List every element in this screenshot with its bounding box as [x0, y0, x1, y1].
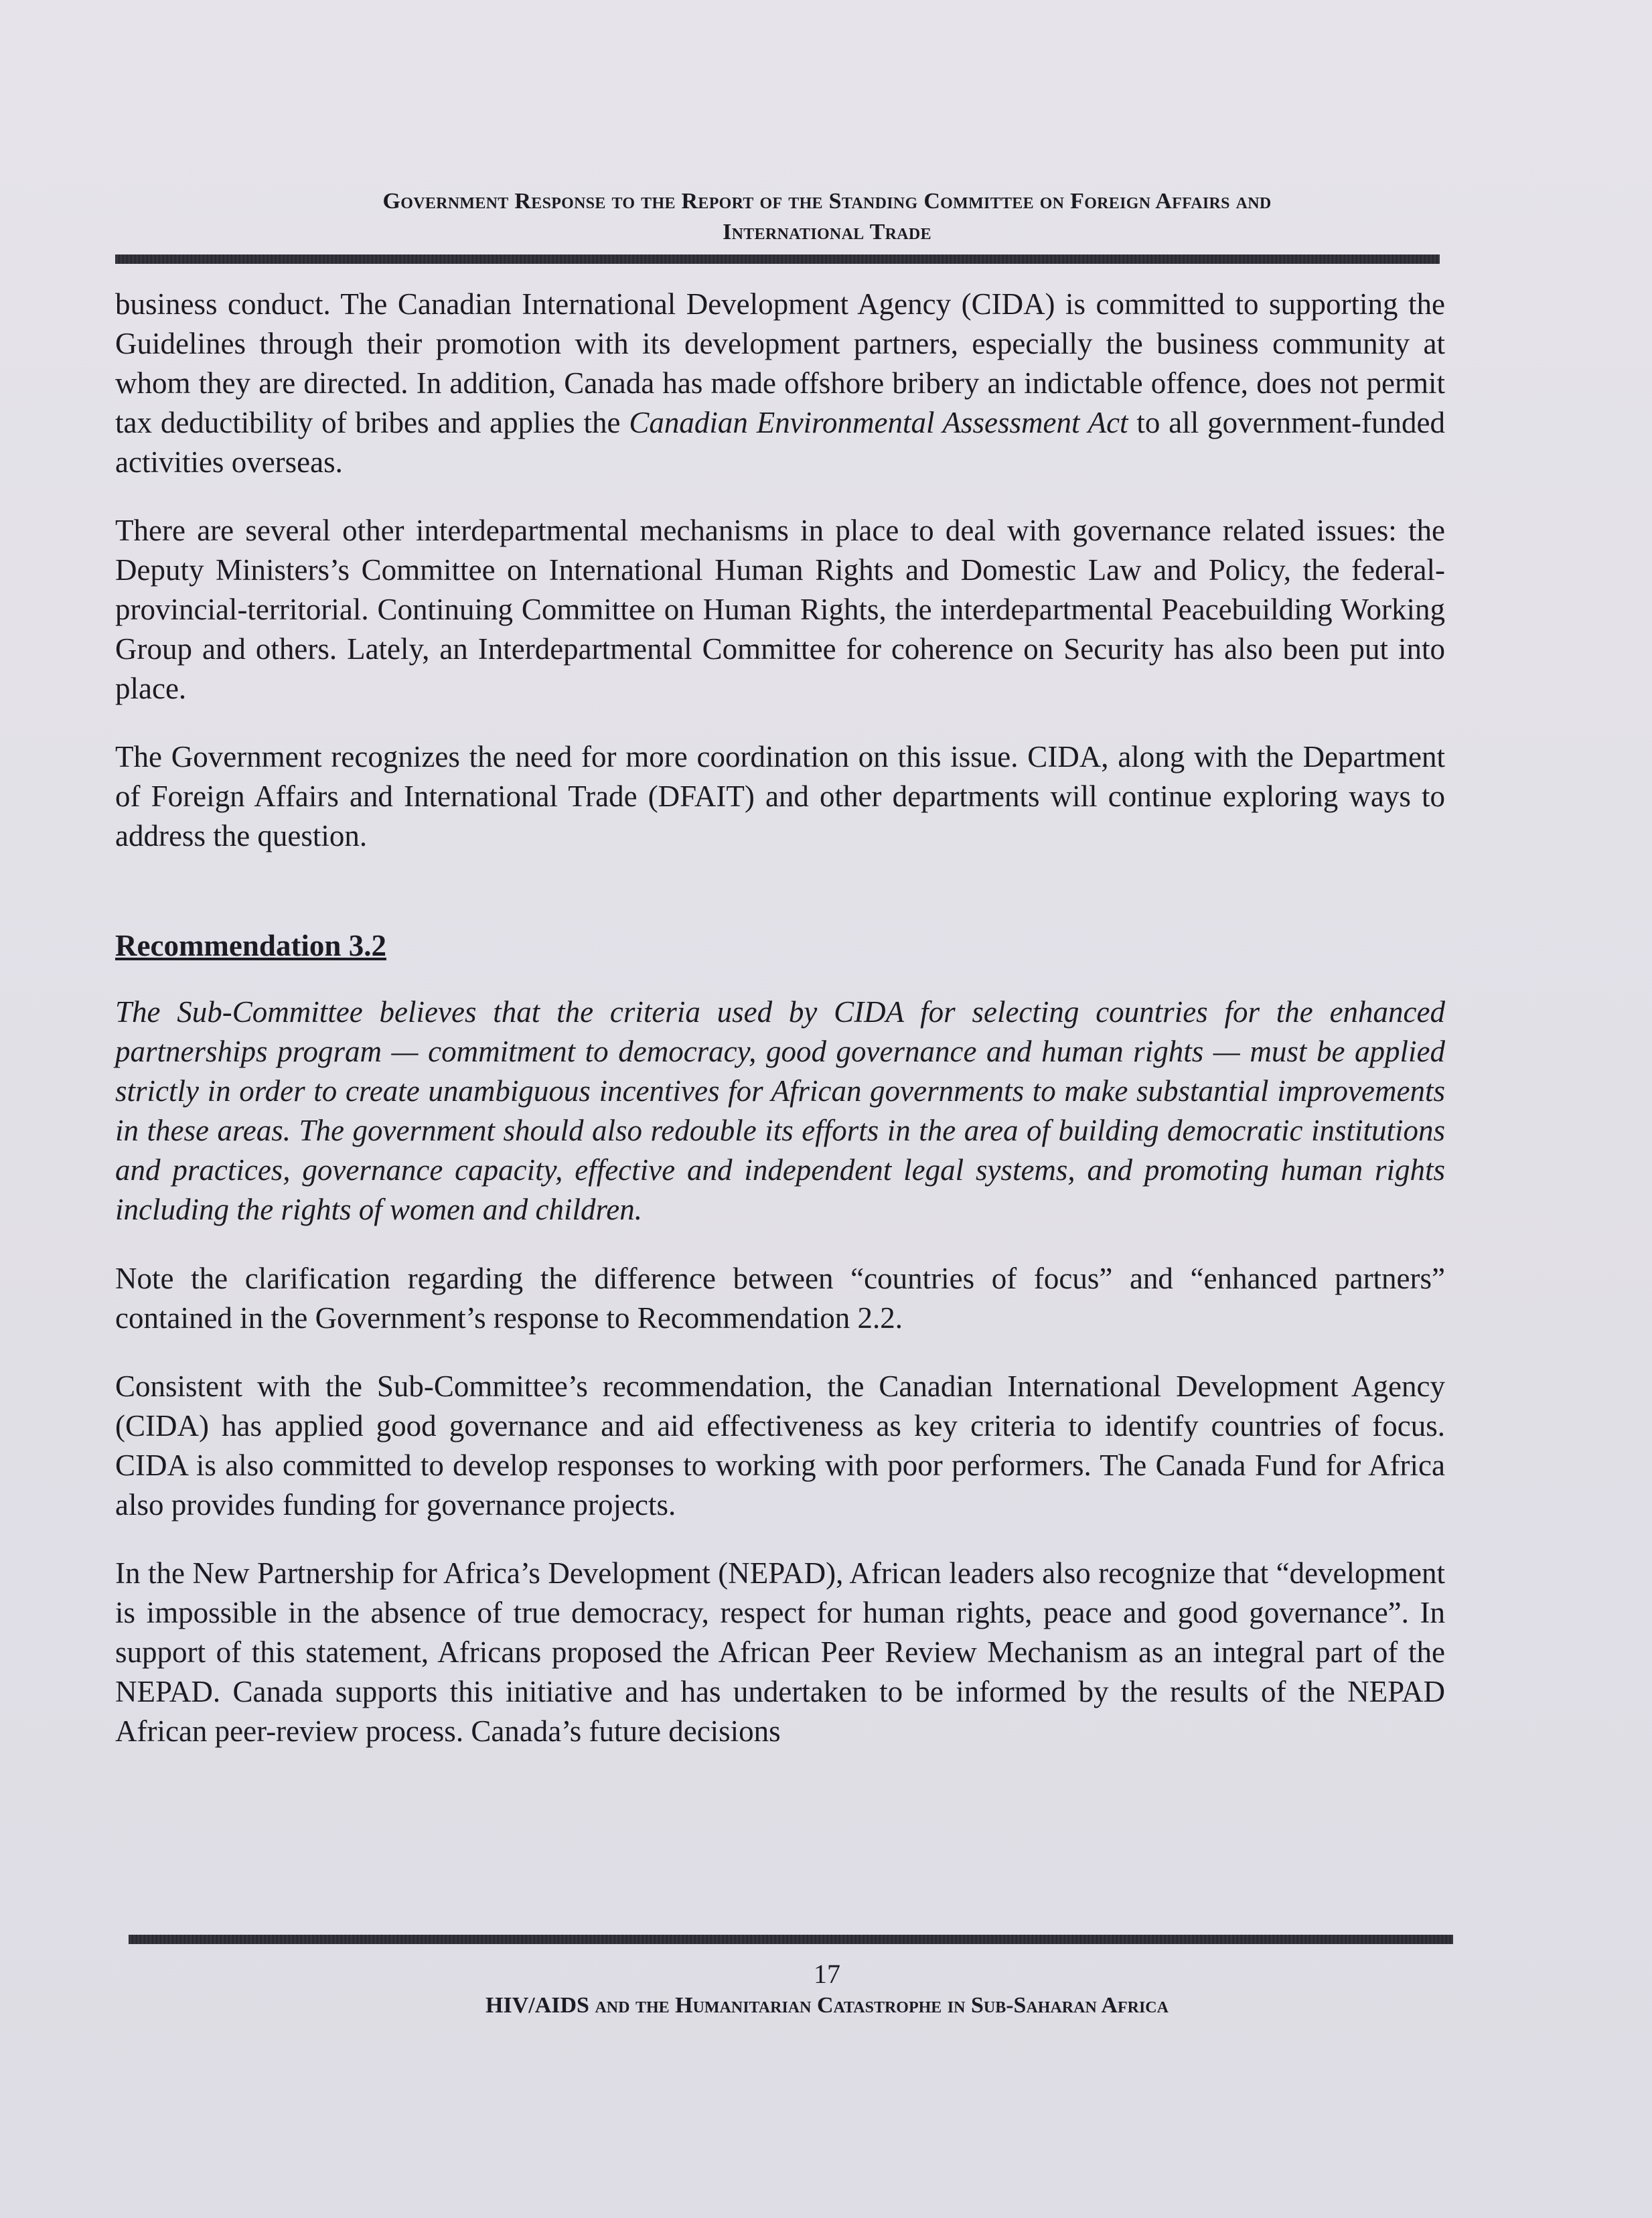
recommendation-text: The Sub-Committee believes that the criteria used by CIDA for selecting countries for the enhanced partnerships program — commitment to democracy, good governance and human rights — must be applied strictly in order to create unambiguous incentives for African governments to make substantial improvements in these areas. The government should also redouble its efforts in the area of building democratic institutions and practices, governance capacity, effective and independent legal systems, and promoting human rights including the rights of women and children. [115, 995, 1445, 1226]
header-rule [115, 254, 1440, 264]
act-title: Canadian Environmental Assessment Act [629, 406, 1128, 439]
recommendation-heading: Recommendation 3.2 [115, 929, 386, 962]
paragraph-mechanisms: There are several other interdepartmental mechanisms in place to deal with governance related issues: the Deputy Ministers’s Committee on International Human Rights and Domestic Law and Policy, the federal-provincial-territorial. Continuing Committee on Human Rights, the interdepartmental Peacebuilding Working Group and others. Lately, an Interdepartmental Committee for coherence on Security has also been put into place. [115, 514, 1445, 705]
header-line-1: Government Response to the Report of the Standing Committee on Foreign Affairs and [382, 189, 1272, 214]
paragraph-consistent: Consistent with the Sub-Committee’s recommendation, the Canadian International Development Agency (CIDA) has applied good governance and aid effectiveness as key criteria to identify countries of focus. CIDA is also committed to develop responses to working with poor performers. The Canada Fund for Africa also provides funding for governance projects. [115, 1370, 1445, 1522]
header-line-2: International Trade [723, 220, 931, 244]
paragraph-text: to all government-funded activities overseas. [115, 406, 1445, 479]
paragraph-coordination: The Government recognizes the need for more coordination on this issue. CIDA, along with the Department of Foreign Affairs and International Trade (DFAIT) and other departments will continue exploring ways to address the question. [115, 740, 1445, 853]
page-number: 17 [814, 1959, 840, 1989]
body-text [115, 285, 1445, 1780]
running-header [114, 186, 1540, 248]
running-footer: HIV/AIDS and the Humanitarian Catastrophe in Sub-Saharan Africa [485, 1993, 1169, 2018]
paragraph-clarification: Note the clarification regarding the difference between “countries of focus” and “enhanced partners” contained in the Government’s response to Recommendation 2.2. [115, 1262, 1445, 1335]
paragraph-business-conduct [115, 285, 1445, 482]
paragraph-text: business conduct. The Canadian International Development Agency (CIDA) is committed to supporting the Guidelines through their promotion with its development partners, especially the business community at whom they are directed. In addition, Canada has made offshore bribery an indictable offence, does not permit tax deductibility of bribes and applies the [115, 287, 1445, 439]
footer-rule [129, 1935, 1453, 1944]
paragraph-nepad: In the New Partnership for Africa’s Development (NEPAD), African leaders also recognize that “development is impossible in the absence of true democracy, respect for human rights, peace and good governance”. In support of this statement, Africans proposed the African Peer Review Mechanism as an integral part of the NEPAD. Canada supports this initiative and has undertaken to be informed by the results of the NEPAD African peer-review process. Canada’s future decisions [115, 1556, 1445, 1748]
